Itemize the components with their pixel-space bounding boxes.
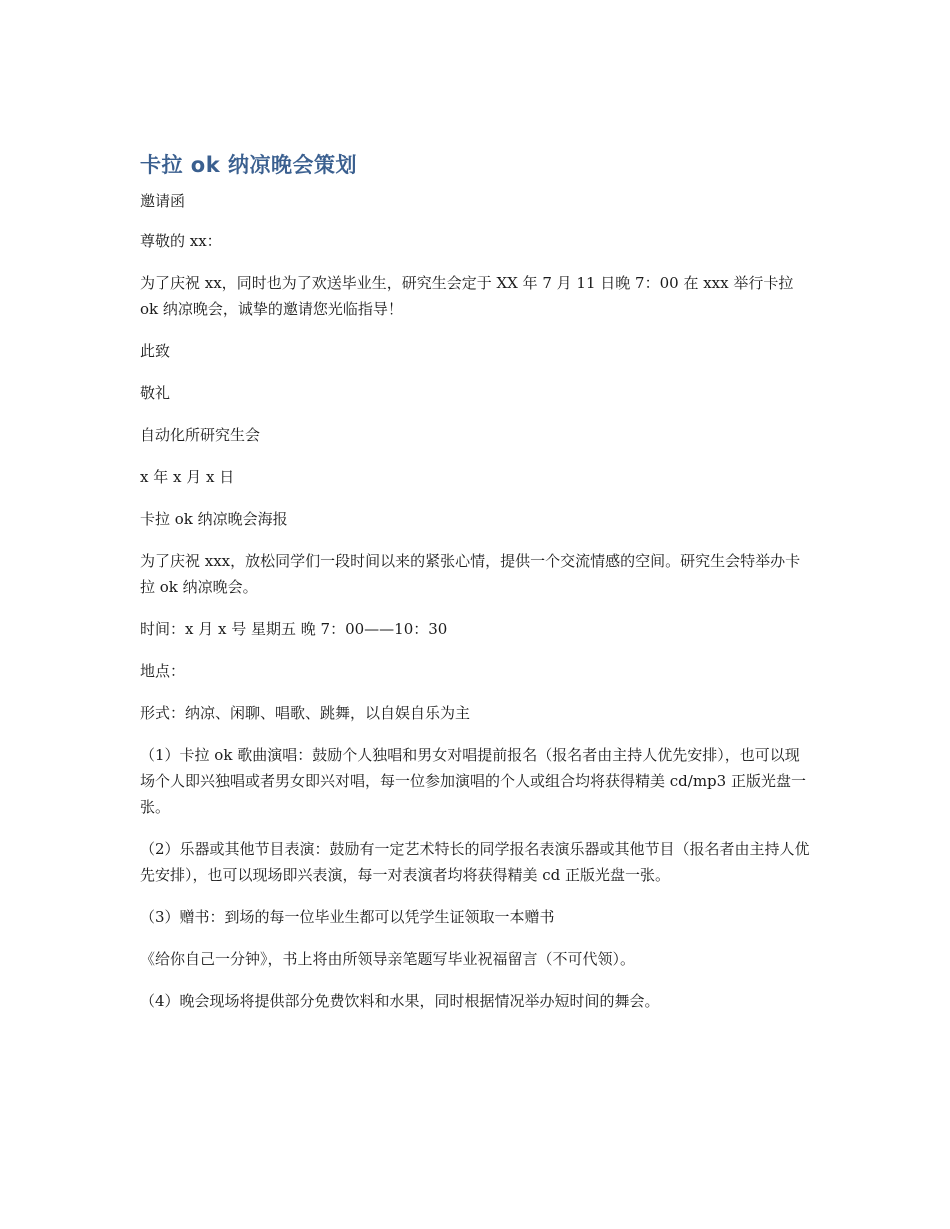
- paragraph-signature: 自动化所研究生会: [140, 426, 261, 444]
- paragraph-item-3-continued: 《给你自己一分钟》，书上将由所领导亲笔题写毕业祝福留言（不可代领）。: [140, 950, 636, 968]
- paragraph-invitation-heading: 邀请函: [140, 192, 186, 210]
- paragraph-time: 时间：x 月 x 号 星期五 晚 7：00——10：30: [140, 620, 448, 638]
- document-title: 卡拉 ok 纳凉晚会策划: [140, 153, 358, 177]
- paragraph-poster-heading: 卡拉 ok 纳凉晚会海报: [140, 510, 288, 528]
- paragraph-item-2: （2）乐器或其他节目表演：鼓励有一定艺术特长的同学报名表演乐器或其他节目（报名者由主持人优先安排），也可以现场即兴表演，每一对表演者均将获得精美 cd 正版光盘一张。: [140, 840, 810, 884]
- paragraph-location: 地点：: [140, 662, 186, 680]
- paragraph-item-1: （1）卡拉 ok 歌曲演唱：鼓励个人独唱和男女对唱提前报名（报名者由主持人优先安排），也可以现场个人即兴独唱或者男女即兴对唱，每一位参加演唱的个人或组合均将获得精美 cd/mp3 正版光盘一张。: [140, 746, 806, 816]
- document-page: [140, 150, 810, 1030]
- paragraph-closing-1: 此致: [140, 342, 171, 360]
- paragraph-date: x 年 x 月 x 日: [140, 468, 235, 486]
- paragraph-poster-intro: 为了庆祝 xxx，放松同学们一段时间以来的紧张心情，提供一个交流情感的空间。研究生会特举办卡拉 ok 纳凉晚会。: [140, 552, 801, 596]
- paragraph-salutation: 尊敬的 xx：: [140, 232, 222, 250]
- paragraph-item-3: （3）赠书：到场的每一位毕业生都可以凭学生证领取一本赠书: [140, 908, 555, 926]
- paragraph-closing-2: 敬礼: [140, 384, 171, 402]
- paragraph-item-4: （4）晚会现场将提供部分免费饮料和水果，同时根据情况举办短时间的舞会。: [140, 992, 660, 1010]
- paragraph-format: 形式：纳凉、闲聊、唱歌、跳舞，以自娱自乐为主: [140, 704, 471, 722]
- paragraph-invitation-body: 为了庆祝 xx，同时也为了欢送毕业生，研究生会定于 XX 年 7 月 11 日晚 7：00 在 xxx 举行卡拉 ok 纳凉晚会，诚挚的邀请您光临指导！: [140, 274, 794, 318]
